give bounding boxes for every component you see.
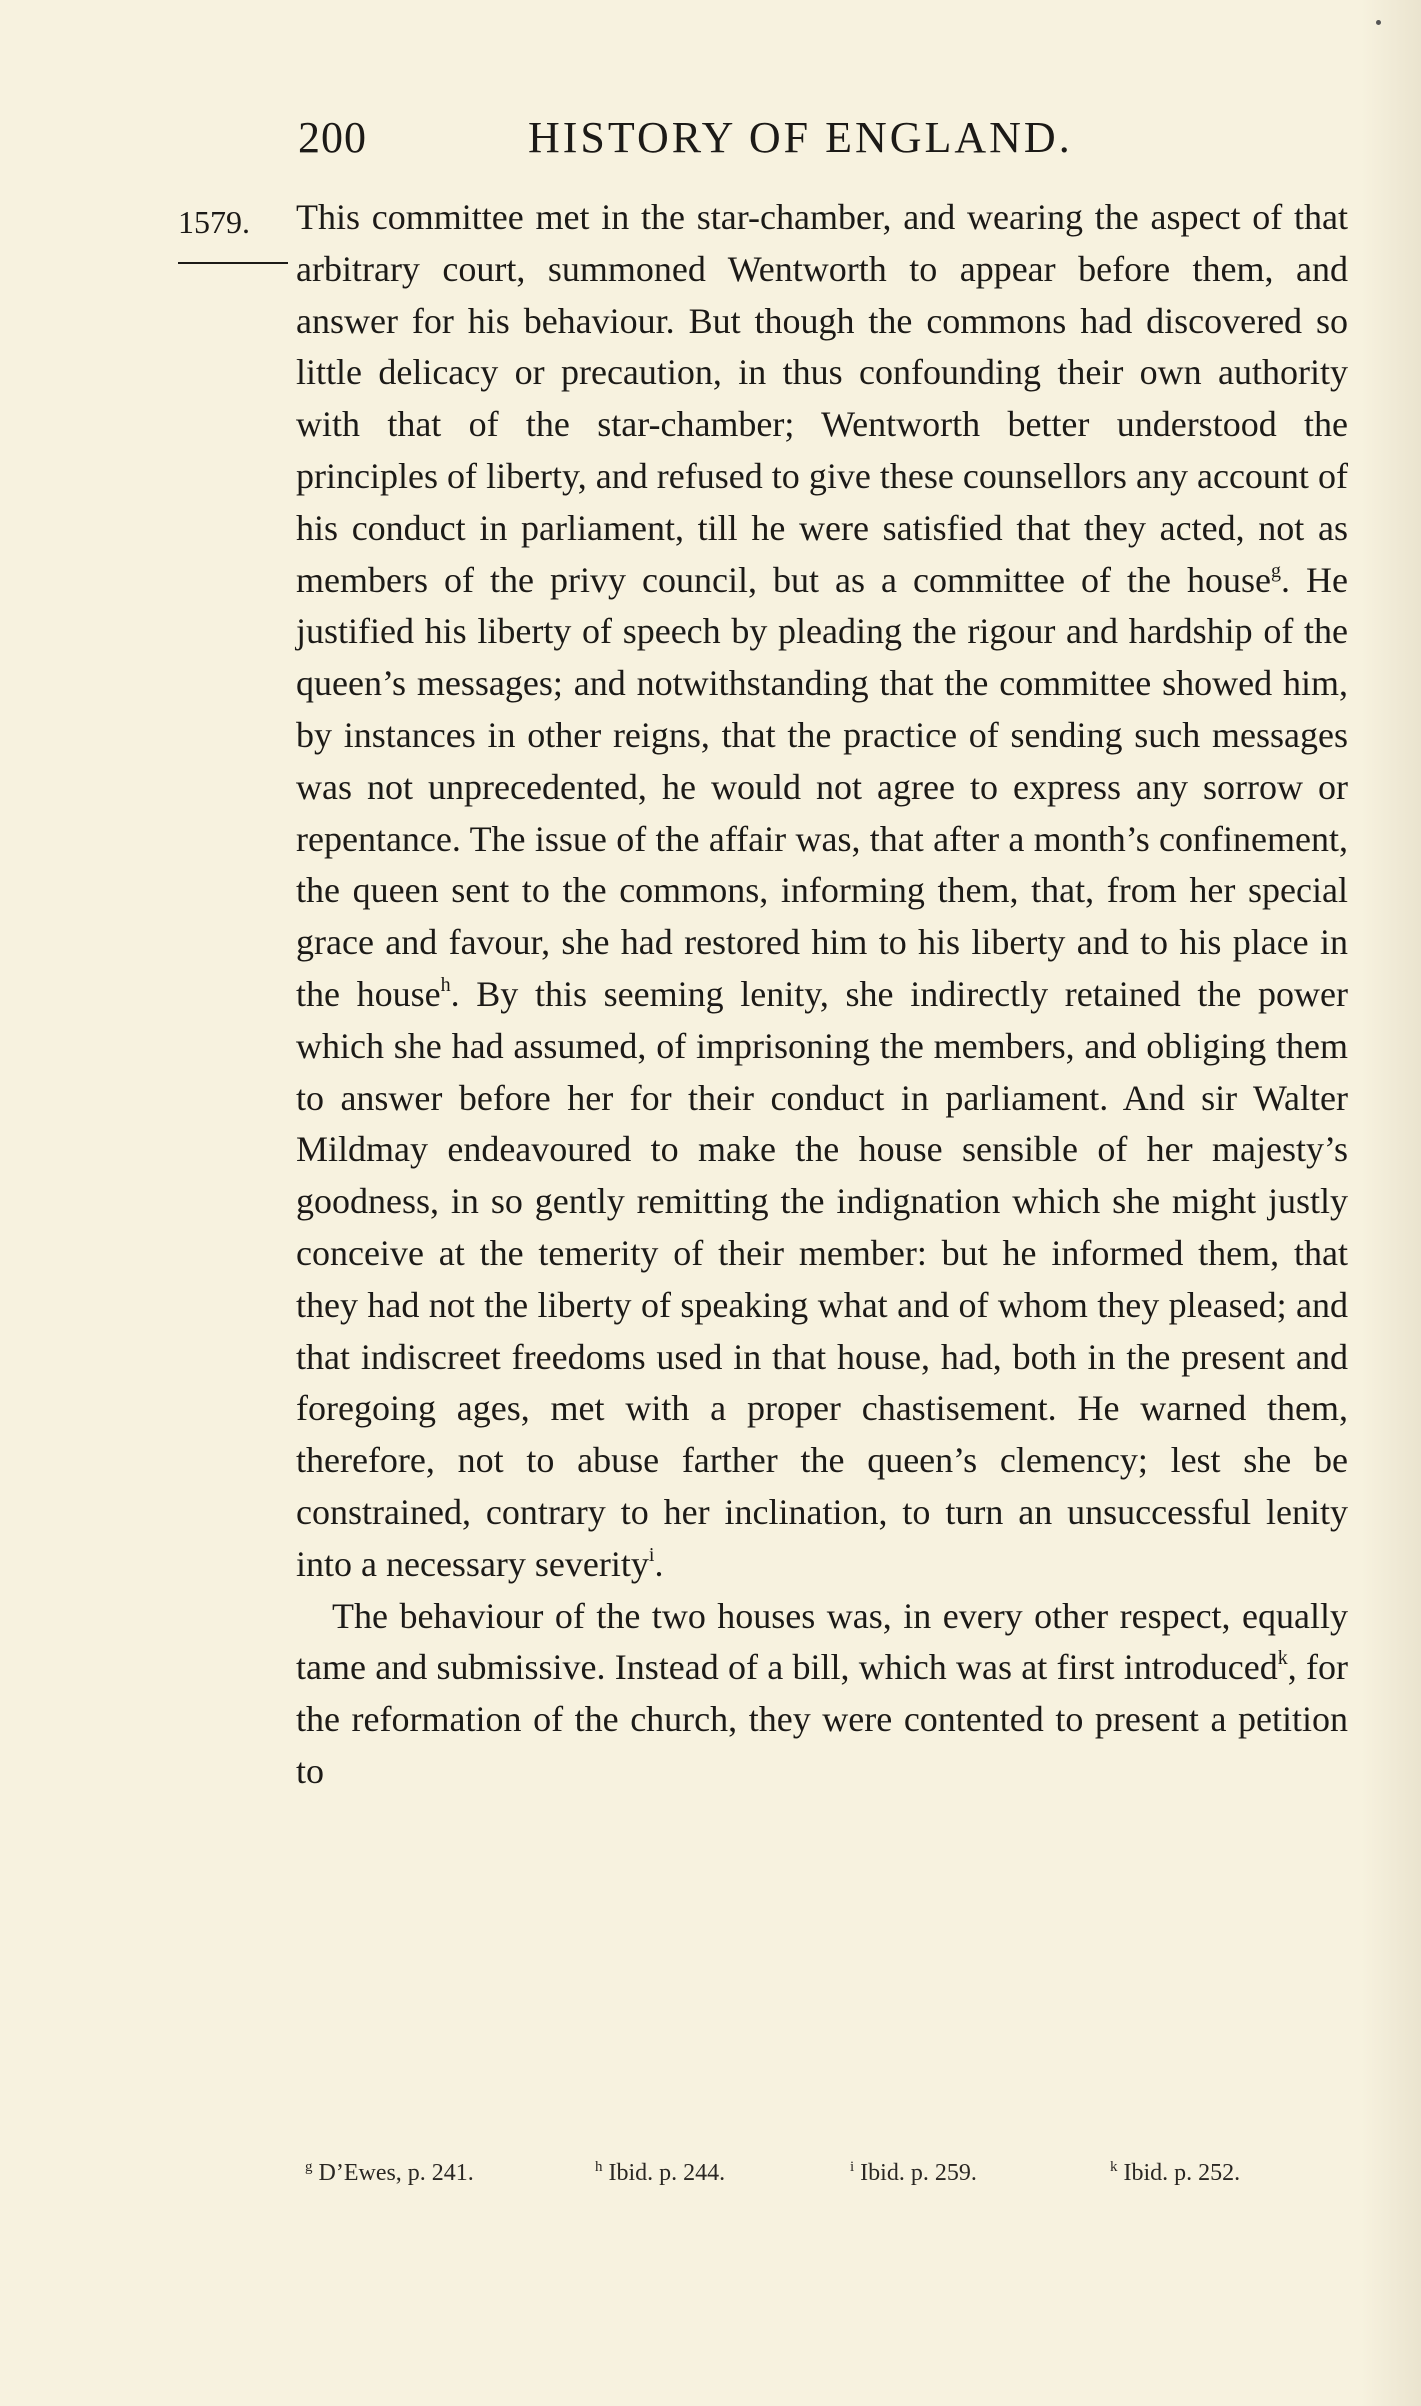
margin-rule	[178, 262, 288, 264]
page-number: 200	[298, 113, 367, 162]
footnote-ref-k: k	[1277, 1647, 1288, 1670]
page-header	[0, 112, 1421, 172]
page-edge-shadow	[1361, 0, 1421, 2406]
footnote-ref-g: g	[1271, 559, 1281, 582]
paragraph-2-text-a: The behaviour of the two houses was, in every other respect, equally tame and submissive. Instead of a bill, which was at first introduced	[296, 1595, 1348, 1688]
paragraph-1	[296, 192, 1348, 1591]
paragraph-2-text-b: , for the reformation of the church, they were contented to present a petition to	[296, 1647, 1348, 1791]
paragraph-1-text-c: . By this seeming lenity, she indirectly retained the power which she had assumed, of imprisoning the members, and obliging them to answer before her for their conduct in parliament. And sir Walter Mildmay endeavoured to make the house sensible of her majesty’s goodness, in so gently remitting the indignation which she might justly conceive at the temerity of their member: but he informed them, that they had not the liberty of speaking what and of whom they pleased; and that indiscreet freedoms used in that house, had, both in the present and foregoing ages, met with a proper chastisement. He warned them, therefore, not to abuse farther the queen’s clemency; lest she be constrained, contrary to her inclination, to turn an unsuccessful lenity into a necessary severity	[296, 973, 1348, 1584]
footnote-text-g: D’Ewes, p. 241.	[318, 2160, 474, 2186]
footnote-h	[595, 2160, 725, 2187]
footnote-ref-i: i	[648, 1543, 655, 1566]
footnotes	[305, 2160, 1345, 2200]
paragraph-1-text-a: This committee met in the star-chamber, and wearing the aspect of that arbitrary court, summoned Wentworth to appear before them, and answer for his behaviour. But though the commons had discovered so little delicacy or precaution, in thus confounding their own authority with that of the star-chamber; Wentworth better understood the principles of liberty, and refused to give these counsellors any account of his conduct in parliament, till he were satisfied that they acted, not as members of the privy council, but as a committee of the house	[296, 197, 1348, 600]
ink-speck	[1376, 20, 1381, 25]
footnote-text-i: Ibid. p. 259.	[860, 2160, 977, 2186]
paragraph-1-text-d: .	[654, 1543, 664, 1584]
paragraph-2	[296, 1591, 1348, 1798]
footnote-text-k: Ibid. p. 252.	[1123, 2160, 1241, 2186]
paragraph-1-text-b: . He justified his liberty of speech by pleading the rigour and hardship of the queen’s messages; and notwithstanding that the committee showed him, by instances in other reigns, that the practice of sending such messages was not unprecedented, he would not agree to express any sorrow or repentance. The issue of the affair was, that after a month’s confinement, the queen sent to the commons, informing them, that, from her special grace and favour, she had restored him to his liberty and to his place in the house	[296, 559, 1348, 1014]
footnote-mark-g: g	[305, 2159, 313, 2175]
footnote-text-h: Ibid. p. 244.	[608, 2160, 726, 2186]
footnote-k	[1110, 2160, 1240, 2187]
footnote-i	[850, 2160, 977, 2187]
footnote-mark-k: k	[1110, 2159, 1118, 2175]
margin-year: 1579.	[178, 204, 250, 240]
footnote-mark-i: i	[850, 2159, 855, 2175]
footnote-g	[305, 2160, 474, 2187]
footnote-mark-h: h	[595, 2159, 603, 2175]
running-title: HISTORY OF ENGLAND.	[528, 113, 1073, 162]
footnote-ref-h: h	[440, 973, 451, 996]
body-text	[296, 192, 1348, 1798]
